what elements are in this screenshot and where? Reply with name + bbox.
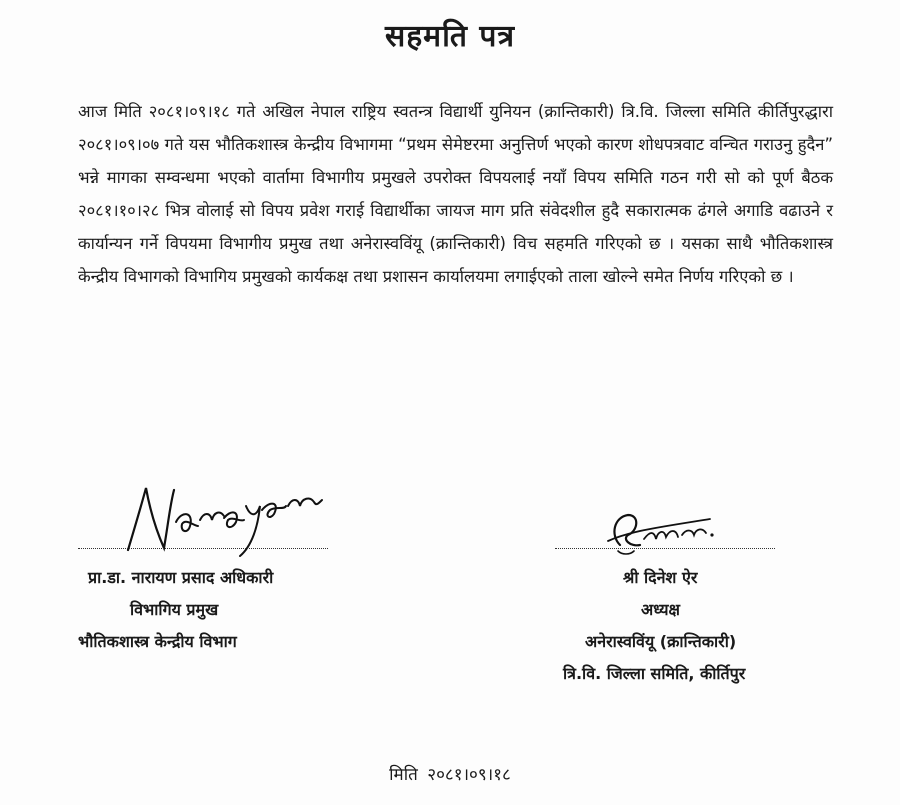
left-signature-line	[78, 548, 328, 549]
right-signatory-role: अध्यक्ष	[641, 600, 680, 619]
left-signatory-name: प्रा.डा. नारायण प्रसाद अधिकारी	[88, 568, 274, 587]
right-signature-line	[555, 548, 775, 549]
date-value: २०८१।०९।१८	[427, 765, 511, 785]
right-signature	[600, 505, 730, 560]
right-signatory-organization: अनेरास्वविंयू (क्रान्तिकारी)	[585, 632, 737, 651]
date-label: मिति	[389, 765, 418, 785]
left-signatory-role: विभागिय प्रमुख	[130, 600, 219, 619]
document-date	[0, 762, 900, 785]
right-signatory-name: श्री दिनेश ऐर	[623, 568, 698, 587]
right-signatory-committee: त्रि.वि. जिल्ला समिति, कीर्तिपुर	[563, 664, 746, 683]
left-signatory-department: भौतिकशास्त्र केन्द्रीय विभाग	[78, 632, 237, 651]
agreement-body-paragraph: आज मिति २०८१।०९।१८ गते अखिल नेपाल राष्ट्रिय स्वतन्त्र विद्यार्थी युनियन (क्रान्तिकारी) त्रि.वि. जिल्ला समिति कीर्तिपुरद्धारा २०८१।०९।०७ गते यस भौतिकशास्त्र केन्द्रीय विभागमा “प्रथम सेमेष्टरमा अनुत्तिर्ण भएको कारण शोधपत्रवाट वन्चित गराउनु हुदैन” भन्ने मागका सम्वन्धमा भएको वार्तामा विभागीय प्रमुखले उपरोक्त विपयलाई नयाँ विपय समिति गठन गरी सो को पूर्ण बैठक २०८१।१०।२८ भित्र वोलाई सो विपय प्रवेश गराई विद्यार्थीका जायज माग प्रति संवेदशील हुदै सकारात्मक ढंगले अगाडि वढाउने र कार्यान्यन गर्ने विपयमा विभागीय प्रमुख तथा अनेरास्वविंयू (क्रान्तिकारी) विच सहमति गरिएको छ । यसका साथै भौतिकशास्त्र केन्द्रीय विभागको विभागिय प्रमुखको कार्यकक्ष तथा प्रशासन कार्यालयमा लगाईएको ताला खोल्ने समेत निर्णय गरिएको छ ।	[78, 102, 833, 286]
left-signatory-block	[78, 562, 358, 658]
left-signature	[120, 470, 330, 560]
document-title: सहमति पत्र	[384, 19, 516, 54]
right-signatory-block	[545, 562, 835, 690]
